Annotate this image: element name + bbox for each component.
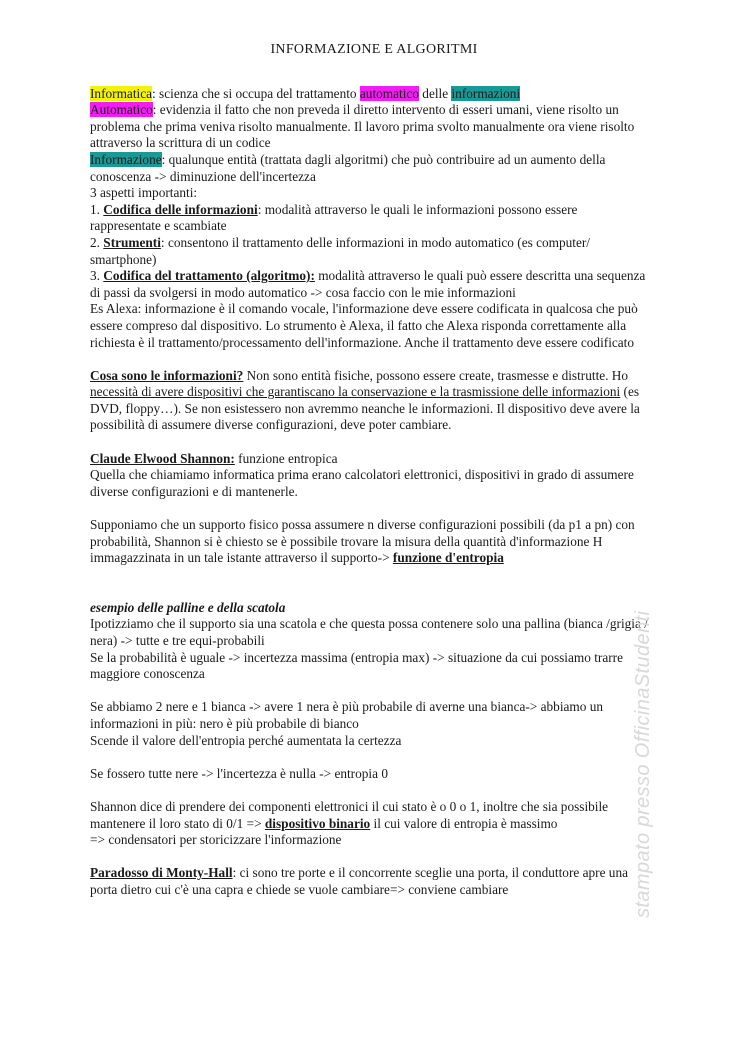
text: delle: [418, 85, 452, 101]
paragraph-palline-3: Se abbiamo 2 nere e 1 bianca -> avere 1 nera è più probabile di averne una bianca-> abbiamo un informazioni in più: nero è più probabile di bianco: [90, 699, 604, 731]
aspetto-3: [90, 268, 650, 301]
term-automatico: Automatico: [90, 102, 153, 118]
text: modalità attraverso le quali può essere descritta una sequenza di passi da svolgersi in modo automatico -> cosa faccio con le mie informazioni: [90, 268, 646, 300]
highlight-automatico: automatico: [359, 85, 419, 101]
list-number: 1.: [90, 201, 104, 217]
text: Non sono entità fisiche, possono essere create, trasmesse e distrutte. Ho: [243, 367, 629, 383]
term-codifica-informazioni: Codifica delle informazioni: [103, 201, 258, 217]
paragraph-shannon-heading: [90, 451, 650, 468]
paragraph-automatico: [90, 102, 650, 152]
text: : scienza che si occupa del trattamento: [152, 85, 360, 101]
term-dispositivo-binario: dispositivo binario: [264, 815, 371, 831]
text: : qualunque entità (trattata dagli algoritmi) che può contribuire ad un aumento della conoscenza -> diminuzione dell'incertezza: [90, 151, 606, 184]
term-funzione-entropia: funzione d'entropia: [392, 550, 504, 566]
text: Shannon dice di prendere dei componenti elettronici il cui stato è o 0 o 1, inoltre che sia possibile mantenere il loro stato di 0/1 =>: [90, 798, 609, 831]
paragraph-esempio-alexa: Es Alexa: informazione è il comando vocale, l'informazione deve essere codificata in qualcosa che può essere compreso dal dispositivo. Lo strumento è Alexa, il fatto che Alexa risponda correttamente alla richiesta è il trattamento/processamento dell'informazione. Anche il trattamento deve essere codificato: [90, 301, 638, 350]
underlined-necessita: necessità di avere dispositivi che garantiscano la conservazione e la trasmissione delle informazioni: [90, 384, 621, 400]
text: il cui valore di entropia è massimo: [370, 815, 558, 831]
term-shannon: Claude Elwood Shannon:: [90, 450, 235, 466]
term-informatica: Informatica: [90, 85, 153, 101]
text: (es DVD, floppy…). Se non esistessero non avremmo neanche le informazioni. Il dispositivo deve avere la possibilità di assumere diverse configurazioni, deve poter cambiare.: [90, 384, 640, 433]
document-page: [90, 40, 650, 899]
text: : evidenzia il fatto che non preveda il diretto intervento di esseri umani, viene risolto un problema che prima veniva risolto manualmente. Il lavoro prima svolto manualmente ora viene risolto attraverso la scrittura di un codice: [90, 102, 635, 151]
page-title: INFORMAZIONE E ALGORITMI: [270, 42, 478, 57]
text: funzione entropica: [234, 450, 338, 466]
paragraph-palline-1: Ipotizziamo che il supporto sia una scatola e che questa possa contenere solo una pallina (bianca /grigia / nera) -> tutte e tre equi-probabili: [90, 616, 648, 648]
paragraph-shannon-1: Quella che chiamiamo informatica prima erano calcolatori elettronici, dispositivi in grado di assumere diverse configurazioni e di mantenerle.: [90, 467, 634, 499]
text: : consentono il trattamento delle informazioni in modo automatico (es computer/ smartphone): [90, 234, 590, 267]
paragraph-shannon-2: [90, 517, 650, 567]
paragraph-palline-4: Scende il valore dell'entropia perché aumentata la certezza: [90, 732, 402, 748]
text: Supponiamo che un supporto fisico possa assumere n diverse configurazioni possibili (da p1 a pn) con probabilità, Shannon si è chiesto se è possibile trovare la misura della quantità d'informazione H immagazzinata in un tale istante attraverso il supporto->: [90, 517, 635, 566]
paragraph-palline-7: => condensatori per storicizzare l'informazione: [90, 832, 342, 848]
list-number: 3.: [90, 268, 104, 284]
text: : modalità attraverso le quali le informazioni possono essere rappresentate e scambiate: [90, 201, 578, 234]
paragraph-palline-5: Se fossero tutte nere -> l'incertezza è nulla -> entropia 0: [90, 765, 388, 781]
list-number: 2.: [90, 234, 104, 250]
paragraph-informatica: [90, 86, 650, 103]
aspetto-1: [90, 202, 650, 235]
heading-palline: esempio delle palline e della scatola: [90, 599, 286, 615]
paragraph-informazione: [90, 152, 650, 185]
highlight-informazioni: informazioni: [451, 85, 521, 101]
aspetti-intro: 3 aspetti importanti:: [90, 185, 198, 201]
paragraph-palline-6: [90, 799, 650, 832]
term-informazione: Informazione: [90, 151, 162, 167]
aspetto-2: [90, 235, 650, 268]
term-monty-hall: Paradosso di Monty-Hall: [90, 865, 233, 881]
paragraph-cosa-sono: [90, 368, 650, 434]
watermark-text: stampato presso OfficinaStudenti: [632, 610, 654, 918]
term-cosa-sono: Cosa sono le informazioni?: [90, 367, 244, 383]
paragraph-palline-2: Se la probabilità è uguale -> incertezza massima (entropia max) -> situazione da cui possiamo trarre maggiore conoscenza: [90, 649, 623, 682]
term-strumenti: Strumenti: [103, 234, 161, 250]
term-codifica-trattamento: Codifica del trattamento (algoritmo):: [103, 268, 315, 284]
paragraph-monty-hall: [90, 865, 650, 898]
text: : ci sono tre porte e il concorrente sceglie una porta, il conduttore apre una porta dietro cui c'è una capra e chiede se vuole cambiare=> conviene cambiare: [90, 865, 629, 897]
